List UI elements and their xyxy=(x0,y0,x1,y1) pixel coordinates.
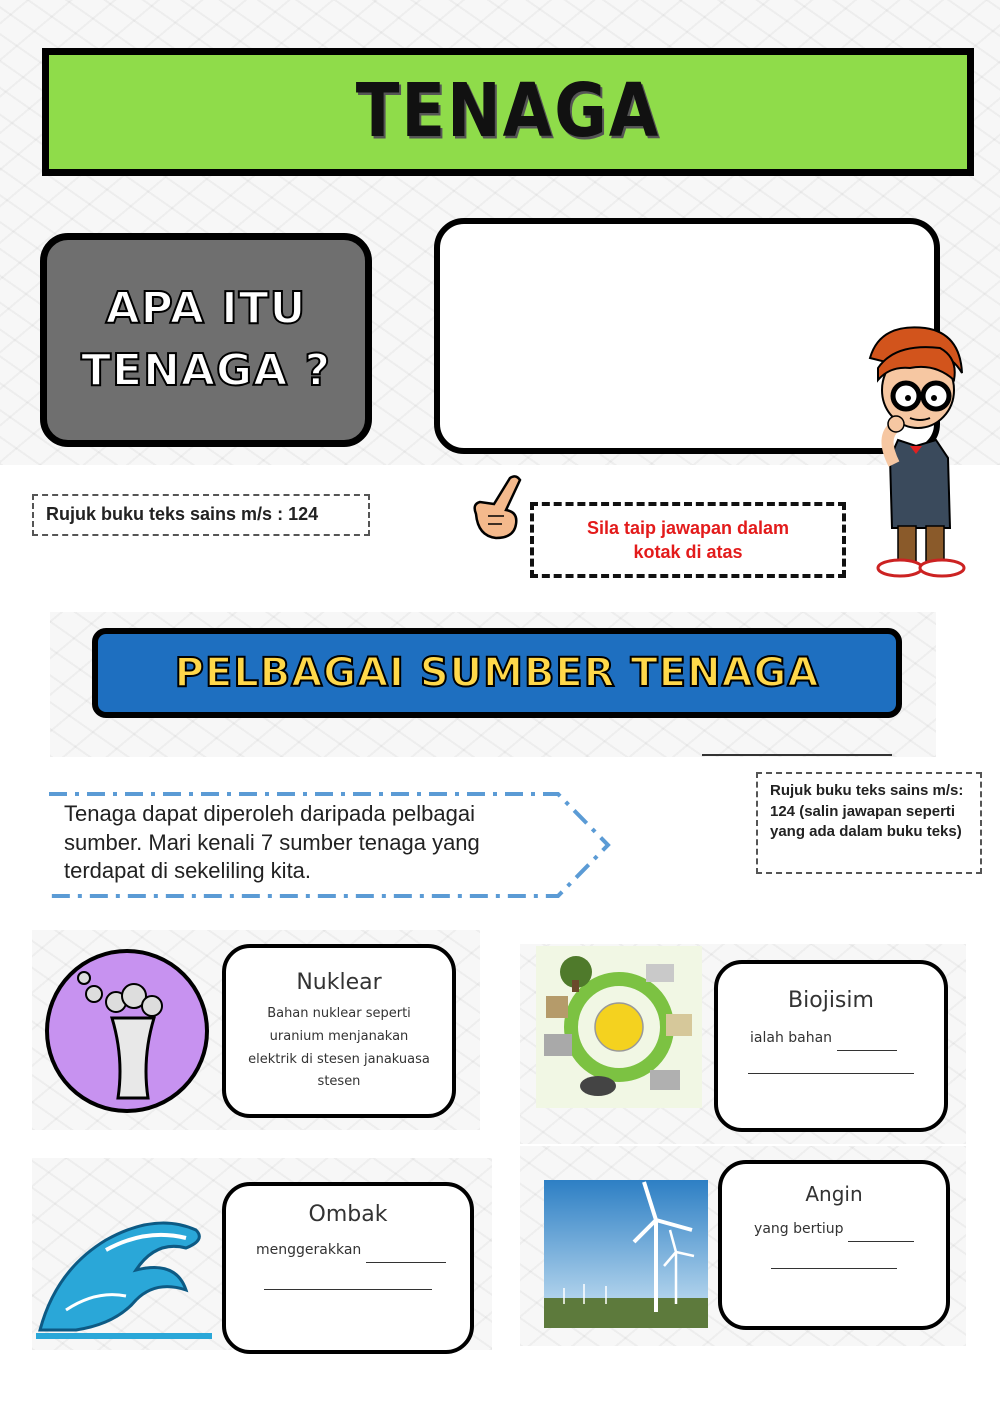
biojisim-blank-1[interactable] xyxy=(837,1050,897,1051)
nuclear-plant-icon xyxy=(44,948,210,1114)
thinking-boy-illustration xyxy=(850,318,970,580)
card-angin-title: Angin xyxy=(805,1182,863,1206)
ombak-blank-2[interactable] xyxy=(264,1289,432,1290)
card-nuklear-line-1: Bahan nuklear seperti xyxy=(267,1006,411,1021)
divider-line xyxy=(702,754,892,756)
card-ombak-line-1: menggerakkan xyxy=(256,1242,362,1258)
section-title-bar xyxy=(92,628,902,718)
question-line-2: TENAGA ? xyxy=(81,345,331,396)
card-ombak-title: Ombak xyxy=(308,1202,388,1227)
question-box xyxy=(40,233,372,447)
ombak-blank-1[interactable] xyxy=(366,1262,446,1263)
card-angin xyxy=(718,1160,950,1330)
card-biojisim-title: Biojisim xyxy=(788,988,874,1013)
question-line-1: APA ITU xyxy=(105,283,307,335)
biomass-diagram xyxy=(536,946,702,1108)
section-title: PELBAGAI SUMBER TENAGA xyxy=(174,650,820,696)
card-biojisim-line-1: ialah bahan xyxy=(750,1030,833,1046)
hint-box xyxy=(530,502,846,578)
card-angin-line-1: yang bertiup xyxy=(754,1221,844,1237)
wave-illustration xyxy=(36,1200,212,1340)
card-nuklear-line-4: stesen xyxy=(317,1074,361,1090)
hint-line-2: kotak di atas xyxy=(633,542,743,562)
title-bar xyxy=(42,48,974,176)
angin-blank-2[interactable] xyxy=(771,1268,897,1269)
hint-line-1: Sila taip jawapan dalam xyxy=(586,517,790,538)
card-ombak xyxy=(222,1182,474,1354)
card-nuklear xyxy=(222,944,456,1118)
wind-turbine-photo xyxy=(544,1180,708,1328)
reference-note-1: Rujuk buku teks sains m/s : 124 xyxy=(32,494,370,536)
card-nuklear-line-3: elektrik di stesen janakuasa xyxy=(248,1051,430,1067)
card-nuklear-title: Nuklear xyxy=(296,970,382,995)
pointing-hand-icon xyxy=(466,474,530,544)
angin-blank-1[interactable] xyxy=(848,1241,914,1242)
intro-text: Tenaga dapat diperoleh daripada pelbagai sumber. Mari kenali 7 sumber tenaga yang terdapat di sekeliling kita. xyxy=(64,801,480,884)
biojisim-blank-2[interactable] xyxy=(748,1073,914,1074)
card-nuklear-line-2: uranium menjanakan xyxy=(269,1028,409,1044)
reference-note-2: Rujuk buku teks sains m/s: 124 (salin jawapan seperti yang ada dalam buku teks) xyxy=(756,772,982,874)
page-title: TENAGA xyxy=(355,69,661,155)
card-biojisim xyxy=(714,960,948,1132)
